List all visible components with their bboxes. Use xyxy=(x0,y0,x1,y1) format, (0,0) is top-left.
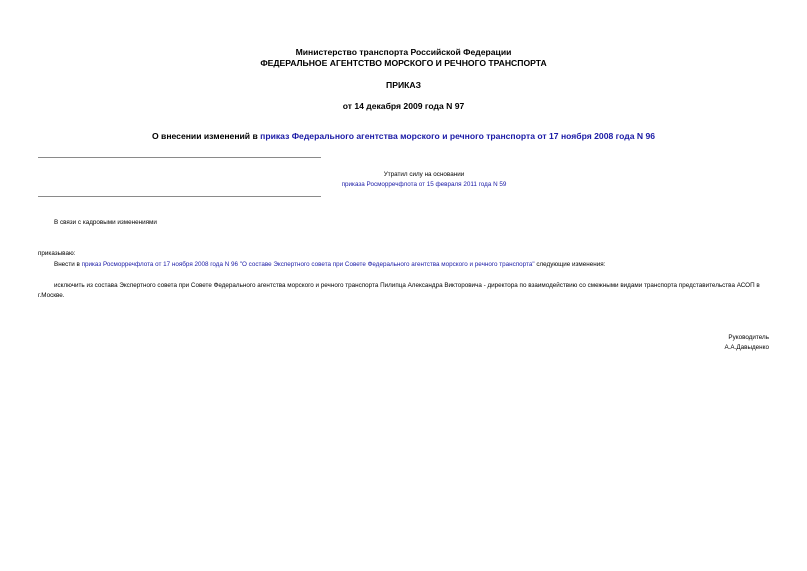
item-1-suffix: следующие изменения: xyxy=(534,261,606,268)
reason-text: В связи с кадровыми изменениями xyxy=(54,219,157,226)
status-rule-bottom xyxy=(38,196,321,197)
document-title-prefix: О внесении изменений в xyxy=(151,131,261,141)
item-1 xyxy=(54,261,605,269)
status-rule-top xyxy=(38,157,321,158)
order-word: приказываю: xyxy=(38,250,76,257)
council-order-link[interactable]: приказ Росморречфлота от 17 ноября 2008 года N 96 "О составе Экспертного совета при Совете Федерального агентства морского и речного транспорта" xyxy=(81,261,535,268)
item-2: исключить из состава Экспертного совета при Совете Федерального агентства морского и речного транспорта Пилипца Александра Викторовича - директора по взаимодействию со смежными видами транспорта представительства АСОП в г.Москве. xyxy=(38,282,760,299)
signature-name: А.А.Давыденко xyxy=(724,344,769,351)
repeal-order-link[interactable]: приказа Росморречфлота от 15 февраля 2011 года N 59 xyxy=(341,181,507,188)
ministry-name: Министерство транспорта Российской Федерации xyxy=(295,47,512,57)
status-note-line: Утратил силу на основании xyxy=(383,171,465,178)
signature-position: Руководитель xyxy=(728,334,769,341)
item-1-prefix: Внести в xyxy=(54,261,82,268)
document-type: ПРИКАЗ xyxy=(386,80,421,90)
document-date-number: от 14 декабря 2009 года N 97 xyxy=(342,101,465,111)
document-title xyxy=(0,131,807,142)
agency-name: ФЕДЕРАЛЬНОЕ АГЕНТСТВО МОРСКОГО И РЕЧНОГО ТРАНСПОРТА xyxy=(260,58,547,68)
amended-order-link[interactable]: приказ Федерального агентства морского и речного транспорта от 17 ноября 2008 года N 96 xyxy=(260,131,656,141)
